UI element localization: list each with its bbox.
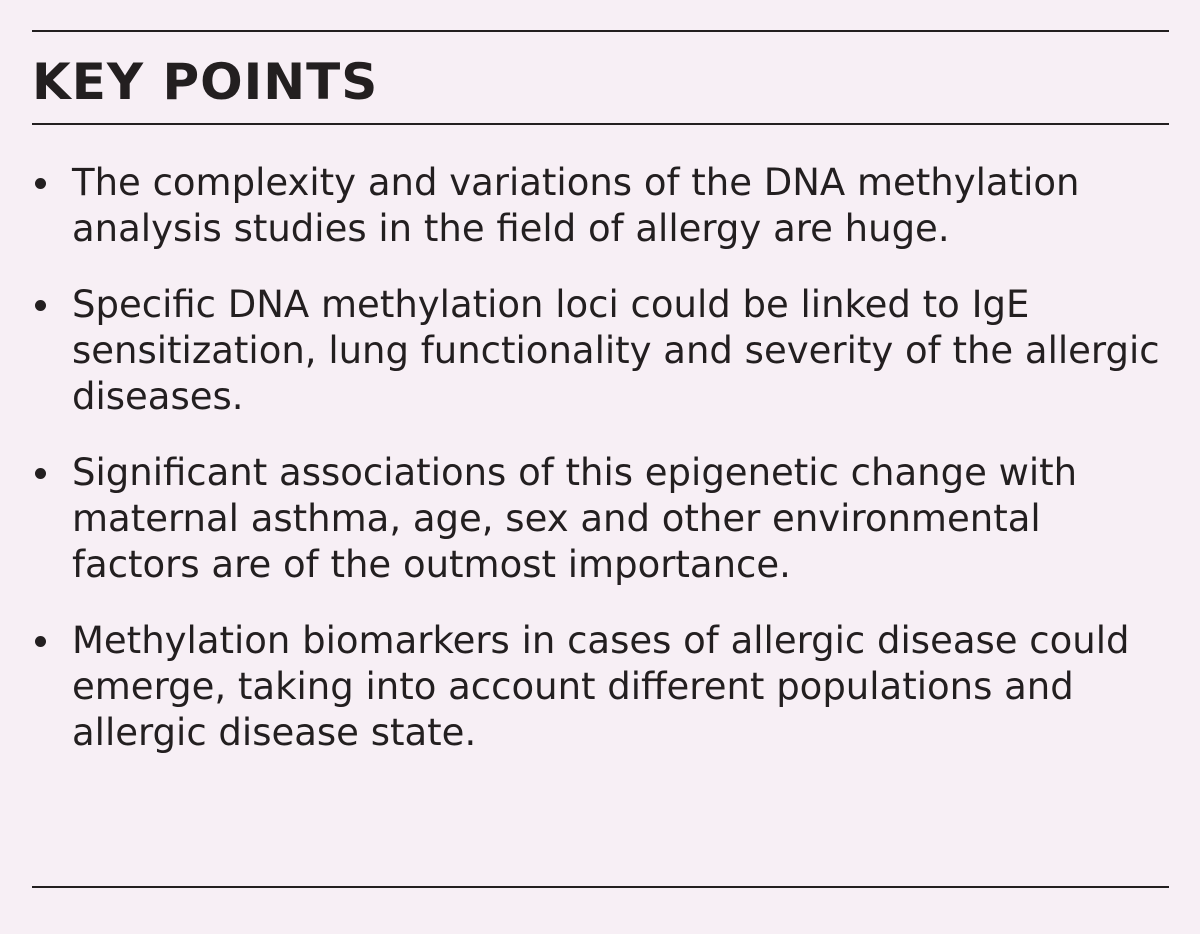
bullet-dot-icon	[35, 468, 46, 479]
bullet-dot-icon	[35, 178, 46, 189]
key-point-item	[32, 450, 1162, 588]
key-points-box	[32, 30, 1169, 888]
key-point-text: Significant associations of this epigenetic change with maternal asthma, age, sex and other environmental factors are of the outmost importance.	[72, 451, 1078, 586]
key-point-item	[32, 282, 1162, 420]
key-point-item	[32, 160, 1162, 252]
bottom-rule	[32, 886, 1169, 888]
top-rule	[32, 30, 1169, 32]
bullet-dot-icon	[35, 636, 46, 647]
bullet-dot-icon	[35, 300, 46, 311]
key-points-list	[32, 160, 1162, 786]
key-points-heading: KEY POINTS	[32, 53, 379, 111]
heading-rule	[32, 123, 1169, 125]
key-point-text: The complexity and variations of the DNA methylation analysis studies in the field of allergy are huge.	[72, 161, 1080, 250]
key-point-text: Methylation biomarkers in cases of allergic disease could emerge, taking into account different populations and allergic disease state.	[72, 619, 1130, 754]
key-point-item	[32, 618, 1162, 756]
key-point-text: Specific DNA methylation loci could be linked to IgE sensitization, lung functionality and severity of the allergic diseases.	[72, 283, 1160, 418]
